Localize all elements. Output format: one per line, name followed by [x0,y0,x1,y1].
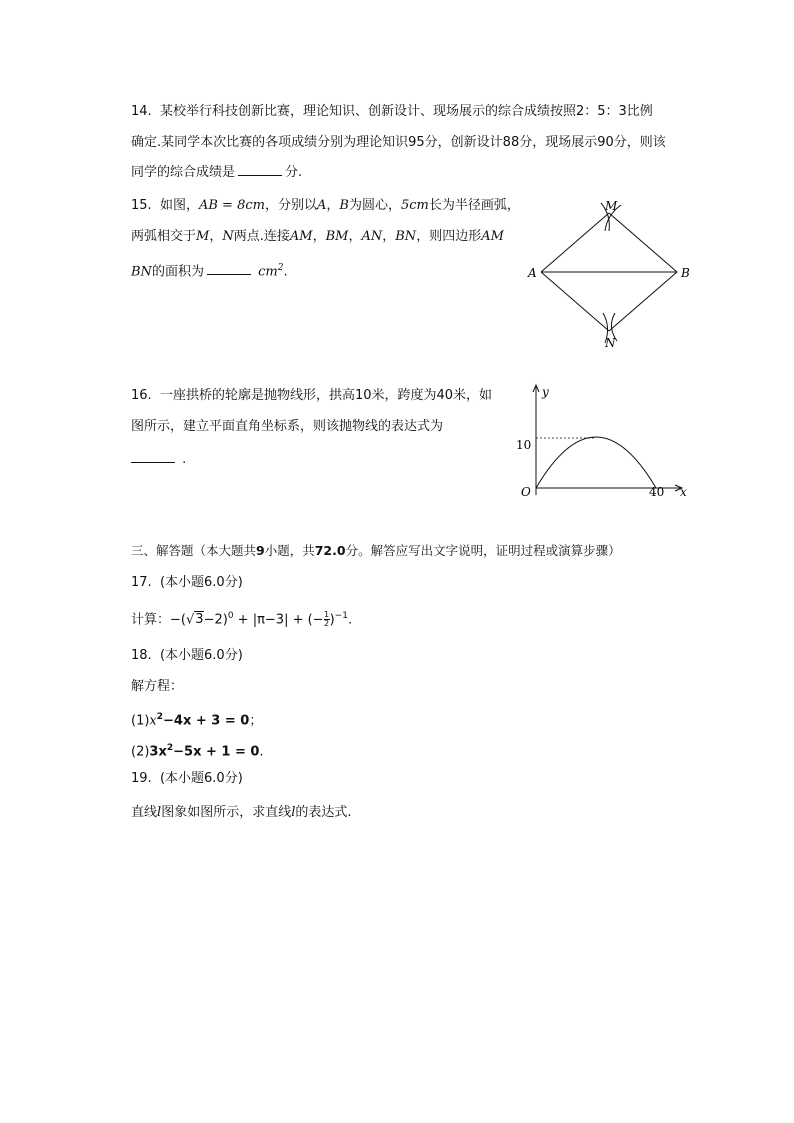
q18-eq-end: ； [249,713,263,729]
q16-answer-blank [131,450,175,463]
q15-seg: AM [289,229,313,244]
q18-header [131,646,243,666]
section3-heading [131,541,621,561]
q15-segment-an [541,272,609,331]
q14-text-3: 同学的综合成绩是 [131,165,236,180]
q15-text: . [283,264,288,280]
q15-text: ， [348,229,362,244]
q15-label-n: N [605,336,616,350]
q15-var-a: A [316,198,327,213]
q15-math-ab: AB = 8cm [198,198,265,213]
q16-label-10: 10 [516,438,532,452]
q17-exp: −1 [334,611,348,621]
q15-quad-name: BN [131,264,152,280]
q14-answer-blank [238,163,282,176]
q17-header [131,573,243,593]
q15-line1 [131,196,520,216]
q17-expr: −2) [203,612,228,628]
q18-number: 18. [131,648,152,663]
q15-text: 如图， [159,198,199,213]
q18-label [131,677,183,697]
q17-expression: 计算：$-(√3-2)^0 + |\pi-3|$ + (− $\frac{1}{2}$ )$^{-1}$. [131,610,353,629]
q14-text-2: 确定.某同学本次比赛的各项成绩分别为理论知识95分，创新设计88分，现场展示90分，则该 [131,135,666,150]
q18-eq-exp: 2 [156,712,164,722]
q17-expr: ) [329,612,335,628]
q17-expr: . [347,612,353,628]
q18-eq-exp: 2 [166,743,174,753]
q18-eq-num: (1) [131,713,150,729]
q15-segment-am [541,213,609,272]
q16-line1 [131,386,492,406]
q19-text-part: 图象如图所示，求直线 [161,805,292,820]
q15-text: 的面积为 [151,264,204,280]
q18-eq-term: −5x + 1 = 0 [173,744,260,760]
q18-points: (本小题6.0分) [159,648,243,663]
q18-eq-term: x [149,713,157,729]
q15-label-b: B [681,266,690,280]
q15-text: 两弧相交于 [131,229,197,244]
q19-var-l: l [291,805,296,820]
q14-number: 14. [131,104,152,119]
q16-line2 [131,417,443,437]
q19-number: 19. [131,771,152,786]
q15-label-m: M [605,199,618,213]
q15-seg: BM [325,229,349,244]
q15-text: ， [209,229,223,244]
q17-points: (本小题6.0分) [159,575,243,590]
q15-seg: BN [395,229,417,244]
section3-text: 三、解答题（本大题共 [131,543,257,558]
q19-text [131,803,352,823]
q18-eq-end: . [259,744,264,760]
q19-points: (本小题6.0分) [159,771,243,786]
q18-eq2 [131,738,264,762]
q16-label-y: y [542,385,549,399]
q17-frac-num: 1 [324,610,330,620]
q17-exp: 0 [227,611,234,621]
q16-number: 16. [131,388,152,403]
q15-segment-bn [609,272,677,331]
q15-quad-name: AM [481,229,504,244]
q17-number: 17. [131,575,152,590]
q18-eq-num: (2) [131,744,150,760]
q15-unit: cm [258,264,278,280]
q16-line3 [131,450,186,470]
q16-parabola [536,437,656,488]
q15-text: ，分别以 [264,198,317,213]
q15-segment-bm [609,213,677,272]
q15-unit-exp: 2 [277,263,284,273]
q18-label-text: 解方程： [131,679,184,694]
q15-line2 [131,227,504,247]
q14-line2 [131,133,666,153]
q17-frac-den: 2 [324,619,330,629]
q14-line1 [131,102,653,122]
section3-score: 72.0 [314,543,346,558]
q16-label-x: x [680,485,687,499]
section3-text: 分。解答应写出文字说明，证明过程或演算步骤） [345,543,621,558]
section3-text: 小题，共 [264,543,315,558]
q19-var-l: l [157,805,162,820]
q17-expr: + |π−3| + (− [233,612,324,628]
q15-text: 为圆心， [348,198,401,213]
q17-calc-label: 计算： [131,612,171,628]
q15-figure [525,195,705,350]
q16-label-40: 40 [649,485,665,499]
q15-var-b: B [339,198,349,213]
section3-count: 9 [256,543,265,558]
q16-text-1: 一座拱桥的轮廓是抛物线形，拱高10米，跨度为40米，如 [159,388,493,403]
q15-text: 两点.连接 [233,229,290,244]
q15-text: ，则四边形 [416,229,482,244]
q16-text-end: . [182,452,187,467]
q19-text-part: 直线 [131,805,158,820]
q15-answer-blank [207,262,251,275]
q18-eq-term: 3x [149,744,167,760]
q15-var-m: M [196,229,210,244]
q15-text: ， [326,198,340,213]
q19-header [131,769,243,789]
q15-seg: AN [361,229,383,244]
q15-label-a: A [528,266,537,280]
q14-text-1: 某校举行科技创新比赛，理论知识、创新设计、现场展示的综合成绩按照2：5：3比例 [159,104,653,119]
q16-label-o: O [521,485,531,499]
q17-expr: −( [170,612,186,628]
q18-eq-term: −4x + 3 = 0 [163,713,250,729]
q15-line3 [131,258,288,282]
q16-text-2: 图所示，建立平面直角坐标系，则该抛物线的表达式为 [131,419,444,434]
q14-text-3-end: 分. [285,165,303,180]
q15-length: 5cm [400,198,429,213]
q15-number: 15. [131,198,152,213]
q17-sqrt: 3 [195,612,204,628]
q15-text: ， [382,229,396,244]
q19-text-part: 的表达式. [295,805,352,820]
q15-text: ， [312,229,326,244]
q15-var-n: N [222,229,234,244]
q15-text: 长为半径画弧， [428,198,520,213]
q16-figure [510,382,695,502]
q18-eq1 [131,707,262,731]
q14-line3 [131,163,302,183]
